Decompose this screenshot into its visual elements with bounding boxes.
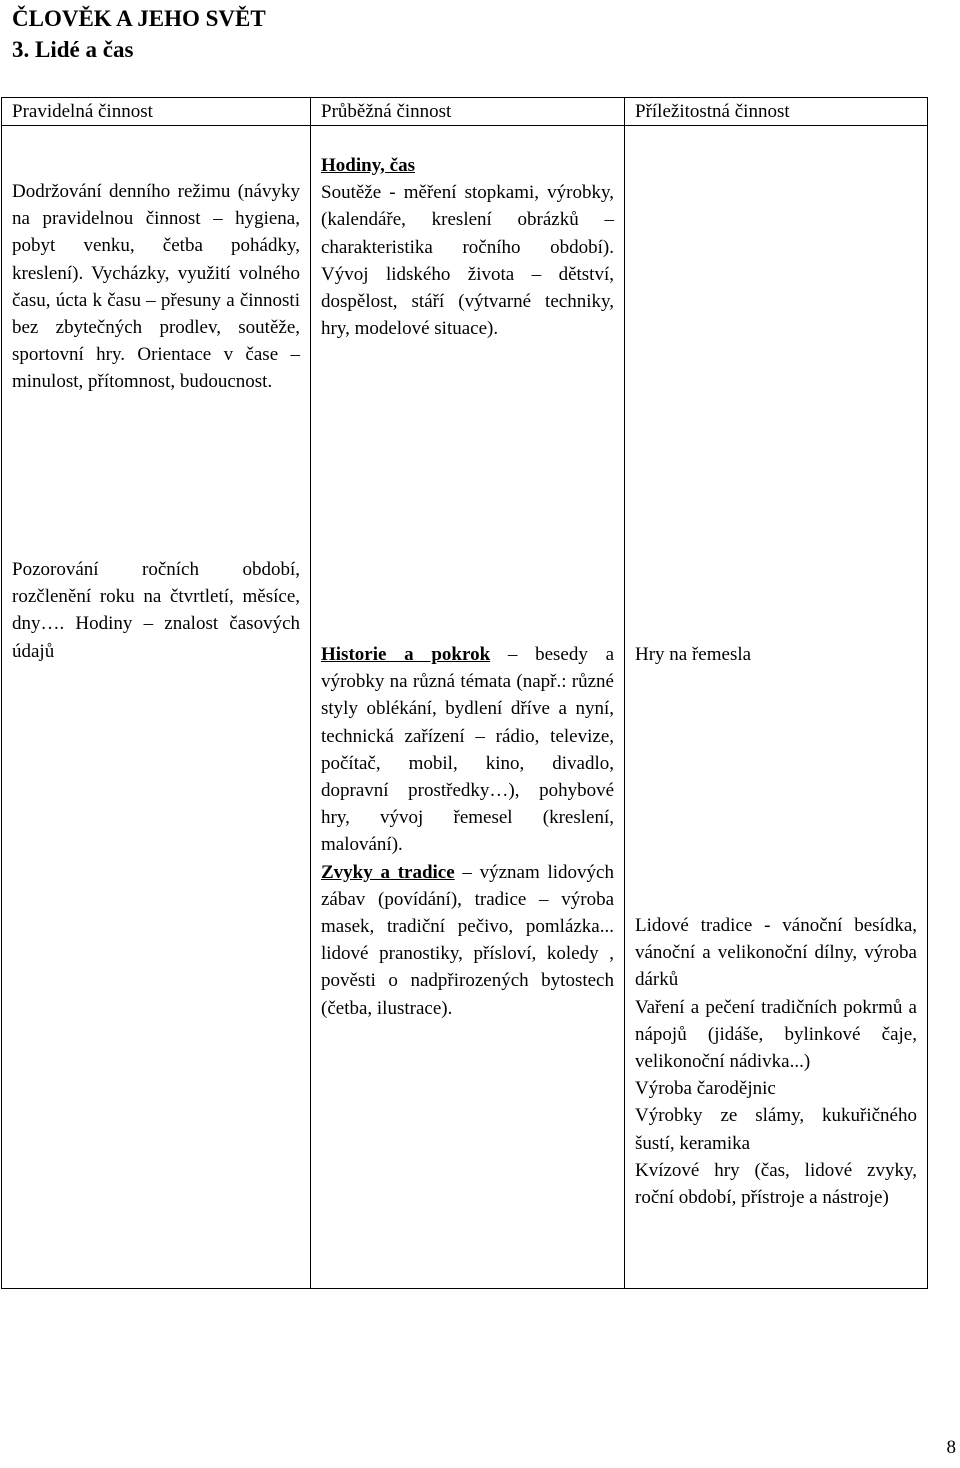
ongoing-text-2	[321, 641, 614, 859]
header-regular-activity: Pravidelná činnost	[2, 98, 311, 126]
activities-table	[1, 97, 928, 1289]
header-occasional-activity: Příležitostná činnost	[625, 98, 928, 126]
ongoing-body-1: Soutěže - měření stopkami, výrobky, (kalendáře, kreslení obrázků – charakteristika ročního období). Vývoj lidského života – dětství, dospělost, stáří (výtvarné techniky, hry, modelové situace).	[321, 182, 614, 340]
cell-regular-activity	[2, 126, 311, 1289]
occasional-text-3: Vaření a pečení tradičních pokrmů a nápojů (jidáše, bylinkové čaje, velikonoční nádivka...)	[635, 996, 917, 1073]
occasional-block-traditions	[635, 912, 917, 1211]
document-title: ČLOVĚK A JEHO SVĚT	[12, 6, 266, 31]
occasional-text-5: Výrobky ze slámy, kukuřičného šustí, keramika	[635, 1105, 917, 1154]
ongoing-heading-2: Historie a pokrok	[321, 644, 491, 665]
occasional-text-1: Hry na řemesla	[635, 644, 752, 665]
regular-block-daily-routine	[12, 178, 300, 396]
ongoing-heading-1: Hodiny, čas	[321, 155, 415, 176]
regular-block-seasons	[12, 556, 300, 665]
cell-occasional-activity	[625, 126, 928, 1289]
document-subtitle: 3. Lidé a čas	[12, 37, 134, 62]
header-ongoing-activity: Průběžná činnost	[311, 98, 625, 126]
occasional-block-crafts	[635, 641, 917, 668]
page-number: 8	[946, 1437, 956, 1458]
ongoing-body-2: – besedy a výrobky na různá témata (např.: různé styly oblékání, bydlení dříve a nyní, technická zařízení – rádio, televize, počítač, mobil, kino, divadlo, dopravní prostředky…), pohybové hry, vývoj řemesel (kreslení, malování).	[321, 644, 614, 856]
ongoing-text-1	[321, 152, 614, 342]
regular-text-1: Dodržování denního režimu (návyky na pravidelnou činnost – hygiena, pobyt venku, četba pohádky, kreslení). Vycházky, využití volného času, úcta k času – přesuny a činnosti bez zbytečných prodlev, soutěže, sportovní hry. Orientace v čase – minulost, přítomnost, budoucnost.	[12, 181, 300, 393]
ongoing-text-3	[321, 859, 614, 1022]
ongoing-block-clock	[321, 152, 614, 342]
ongoing-block-history	[321, 641, 614, 1022]
occasional-text-4: Výroba čarodějnic	[635, 1078, 776, 1100]
occasional-text-6: Kvízové hry (čas, lidové zvyky, roční období, přístroje a nástroje)	[635, 1159, 917, 1209]
cell-ongoing-activity	[311, 126, 625, 1289]
regular-text-2: Pozorování ročních období, rozčlenění roku na čtvrtletí, měsíce, dny…. Hodiny – znalost časových údajů	[12, 559, 300, 662]
table-header-row	[2, 98, 928, 126]
ongoing-heading-3: Zvyky a tradice	[321, 861, 455, 883]
ongoing-body-3: – význam lidových zábav (povídání), tradice – výroba masek, tradiční pečivo, pomlázka... lidové pranostiky, přísloví, koledy , pověsti o nadpřirozených bytostech (četba, ilustrace).	[321, 861, 614, 1019]
table-body-row	[2, 126, 928, 1289]
occasional-text-2: Lidové tradice - vánoční besídka, vánoční a velikonoční dílny, výroba dárků	[635, 915, 917, 991]
